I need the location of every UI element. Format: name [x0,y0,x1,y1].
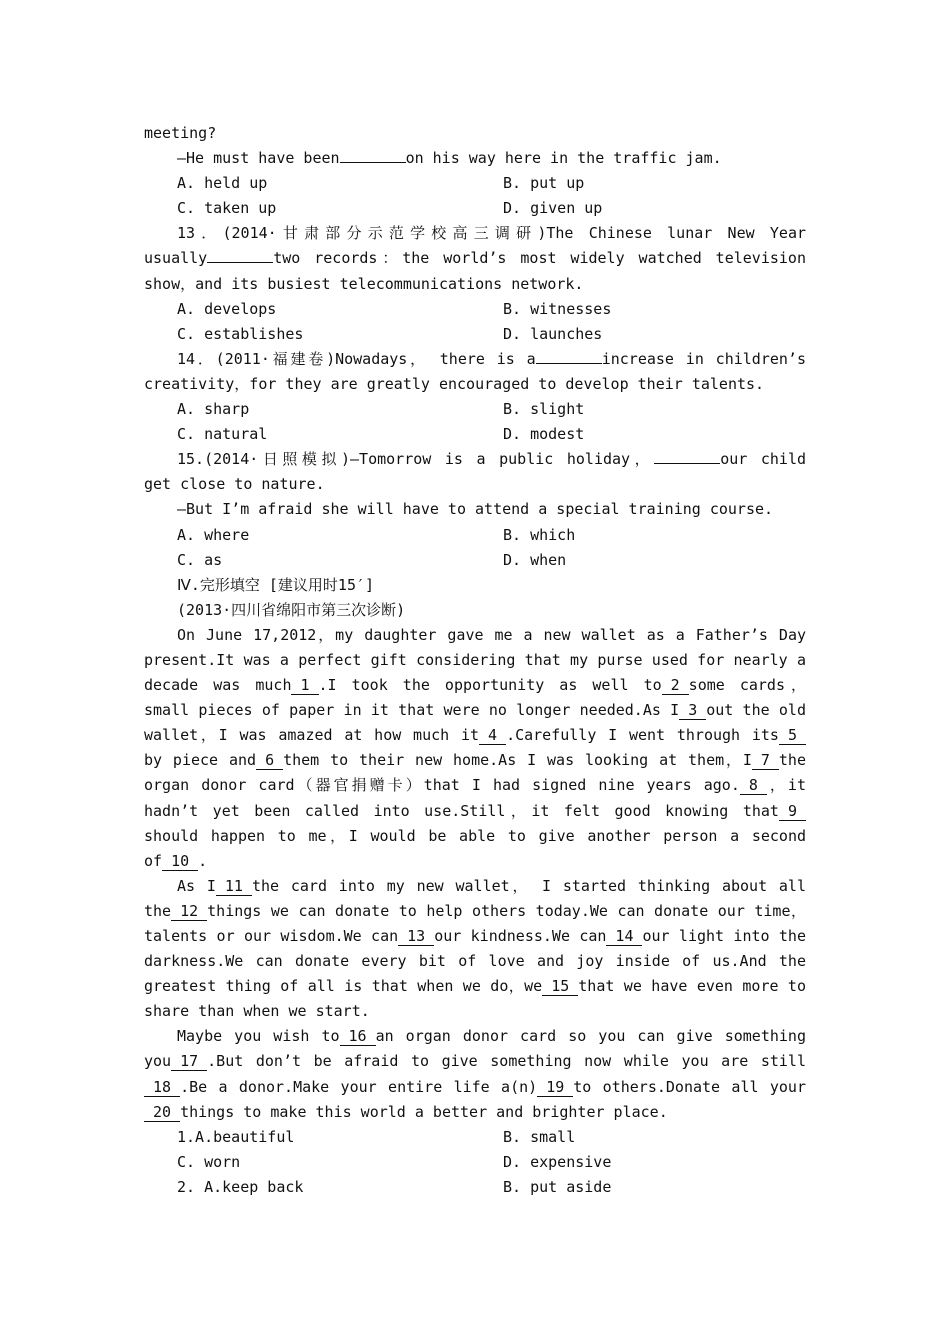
line-text: out the old [706,701,806,720]
line-text: greatest thing of all is that when we do，we [144,977,543,996]
cloze-blank-number: 6 [256,751,283,770]
line-text: the [144,901,172,920]
cloze-blank-number: 2 [662,676,689,695]
option-b: D. when [503,550,567,569]
option-b: D. given up [503,199,603,218]
text-line [144,598,806,623]
text-line [144,1125,806,1150]
text-line [144,397,806,422]
line-text: that we have even more to [578,977,806,996]
cloze-blank-number: 20 [144,1103,180,1122]
text-line [144,1049,806,1074]
line-text: two records：the world’s most widely watched television [273,249,806,268]
cloze-blank-number: 19 [537,1078,573,1097]
line-text: .Be a donor.Make your entire life a(n) [180,1077,538,1096]
text-line [144,171,806,196]
cloze-blank-number: 17 [171,1052,207,1071]
cloze-blank-number: 4 [479,726,506,745]
line-text: talents or our wisdom.We can [144,927,399,945]
text-line [144,447,806,472]
cloze-blank-number: 13 [398,927,434,946]
line-text: (2013·四川省绵阳市第三次诊断) [177,600,406,619]
answer-blank [207,247,273,263]
option-a: C. natural [177,425,268,444]
option-a: A. sharp [177,400,250,419]
line-text: get close to nature. [144,475,325,494]
cloze-blank-number: 15 [542,977,578,996]
line-text: usually [144,249,208,268]
answer-blank [654,448,720,464]
text-line [144,799,806,824]
line-text: —He must have been [177,149,340,168]
text-line: should happen to me，I would be able to give another person a second [144,826,806,845]
text-line [144,196,806,221]
line-text: —But I’m afraid she will have to attend a special training course. [177,500,774,519]
line-text: Maybe you wish to [177,1027,340,1046]
option-b: B. put up [503,174,585,193]
answer-blank [536,348,602,364]
line-text: show，and its busiest telecommunications network. [144,274,584,293]
text-line [144,497,806,522]
text-line [144,297,806,322]
text-line [144,999,806,1024]
line-text: our kindness.We can [434,927,607,945]
option-a: C. as [177,550,223,569]
line-text: the card into my new wallet， I started thinking about all [251,876,806,895]
text-line [144,523,806,548]
text-line [144,899,806,924]
cloze-blank-number: 12 [171,902,207,921]
line-text: our child [720,450,806,469]
cloze-blank-number: 5 [779,726,806,745]
text-line [144,1150,806,1175]
line-text: decade was much [144,676,292,695]
text-line [144,1024,806,1049]
option-b: B. witnesses [503,299,612,318]
text-line [144,472,806,497]
text-line [144,322,806,347]
option-b: B. put aside [503,1177,612,1196]
cloze-blank-number: 14 [606,927,642,946]
option-b: D. launches [503,324,603,343]
line-text: on his way here in the traffic jam. [405,149,722,168]
text-line [144,748,806,773]
line-text: .I took the opportunity as well to [318,676,662,695]
line-text: them to their new home.As I was looking at them，I [283,751,752,770]
line-text: wallet，I was amazed at how much it [144,726,480,745]
text-line [144,723,806,748]
option-a: 1.A.beautiful [177,1127,295,1146]
text-line: 13．(2014·甘肃部分示范学校高三调研)The Chinese lunar New Year [177,224,806,243]
line-text: creativity，for they are greatly encouraged to develop their talents. [144,374,765,393]
text-line [144,121,806,146]
option-b: B. which [503,525,576,544]
document-page [144,121,806,1200]
text-line [144,1100,806,1125]
text-line [144,272,806,297]
option-a: C. worn [177,1152,241,1171]
option-a: A. develops [177,299,277,318]
text-line [144,246,806,271]
option-b: D. modest [503,425,585,444]
option-a: A. held up [177,174,268,193]
cloze-blank-number: 16 [340,1027,376,1046]
text-line [144,422,806,447]
text-line [144,347,806,372]
text-line: present.It was a perfect gift considering that my purse used for nearly a [144,650,806,669]
text-line [144,698,806,723]
text-line [144,573,806,598]
text-line [144,974,806,999]
option-b: B. slight [503,400,585,419]
option-b: B. small [503,1127,576,1146]
line-text: the [778,751,806,770]
option-a: C. taken up [177,199,277,218]
text-line [144,924,806,949]
line-text: ，it [766,776,806,795]
line-text: things we can donate to help others today.We can donate our time， [207,901,806,920]
line-text: to others.Donate all your [573,1077,806,1096]
option-a: C. establishes [177,324,304,343]
answer-blank [340,147,406,163]
line-text: 14．(2011·福建卷)Nowadays， there is a [177,349,536,368]
line-text: some cards， [688,676,806,695]
text-line: darkness.We can donate every bit of love and joy inside of us.And the [144,952,806,971]
cloze-blank-number: 1 [291,676,318,695]
cloze-blank-number: 7 [752,751,779,770]
line-text: things to make this world a better and brighter place. [180,1102,668,1121]
line-text: As I [177,876,216,895]
line-text: an organ donor card so you can give something [375,1027,806,1046]
option-b: D. expensive [503,1152,612,1171]
line-text: of [144,851,163,870]
line-text: . [198,851,208,870]
text-line [144,1175,806,1200]
line-text: meeting? [144,124,217,142]
text-line [144,372,806,397]
line-text: .But don’t be afraid to give something now while you are still [207,1052,806,1071]
line-text: share than when we start. [144,1002,370,1021]
cloze-blank-number: 9 [779,802,806,821]
text-line [144,673,806,698]
line-text: organ donor card（器官捐赠卡）that I had signed nine years ago. [144,776,740,795]
line-text: Ⅳ.完形填空 [建议用时15′] [177,575,375,594]
option-a: 2. A.keep back [177,1177,304,1196]
line-text: .Carefully I went through its [506,726,779,745]
text-line [144,1075,806,1100]
cloze-blank-number: 10 [162,852,198,871]
text-line [144,548,806,573]
line-text: 15.(2014·日照模拟)—Tomorrow is a public holiday， [177,450,655,469]
line-text: small pieces of paper in it that were no longer needed.As I [144,701,680,720]
cloze-blank-number: 3 [679,701,706,720]
line-text: by piece and [144,751,257,770]
cloze-blank-number: 18 [144,1078,180,1097]
text-line [144,146,806,171]
cloze-blank-number: 11 [216,877,252,896]
line-text: our light into the [642,927,806,945]
text-line [144,874,806,899]
option-a: A. where [177,525,250,544]
text-line [144,773,806,798]
cloze-blank-number: 8 [740,776,767,795]
line-text: hadn’t yet been called into use.Still，it felt good knowing that [144,801,779,820]
text-line [144,849,806,874]
line-text: increase in children’s [601,349,806,368]
line-text: you [144,1052,172,1071]
text-line: On June 17,2012，my daughter gave me a new wallet as a Father’s Day [177,625,806,644]
